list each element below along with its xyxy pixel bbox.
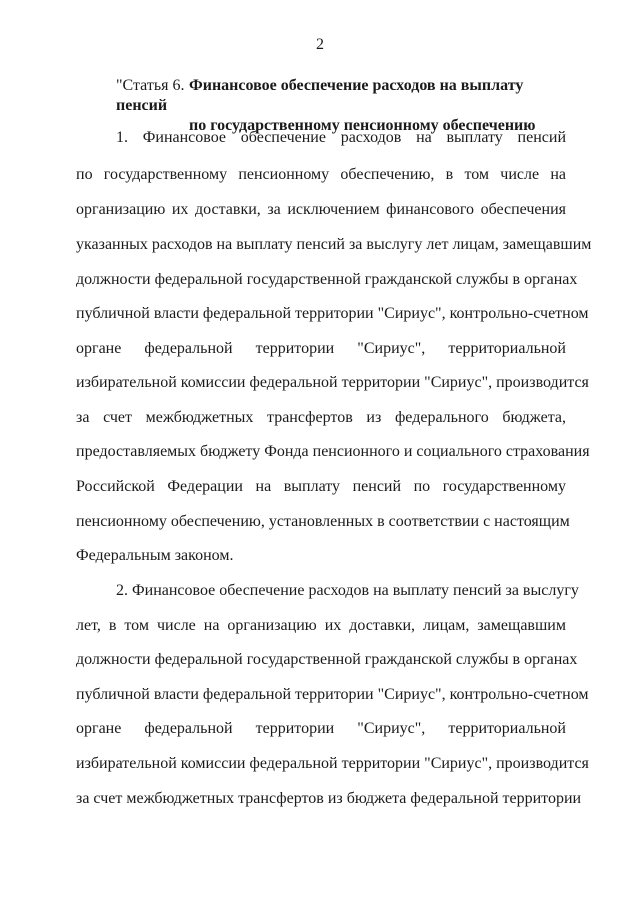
text-line: по государственному пенсионному обеспечению, в том числе на (76, 166, 566, 183)
text-line: организацию их доставки, за исключением финансового обеспечения (76, 201, 566, 218)
page-number: 2 (316, 36, 324, 53)
text-line: лет, в том числе на организацию их доставки, лицам, замещавшим (76, 617, 566, 634)
text-line: органе федеральной территории "Сириус", территориальной (76, 720, 566, 737)
text-line: 1. Финансовое обеспечение расходов на выплату пенсий (116, 129, 566, 146)
text-line: должности федеральной государственной гражданской службы в органах (76, 651, 578, 668)
article-title-line-2: по государственному пенсионному обеспечению (189, 117, 536, 134)
text-line: органе федеральной территории "Сириус", территориальной (76, 340, 566, 357)
text-line: за счет межбюджетных трансфертов из федерального бюджета, (76, 409, 566, 426)
text-line: предоставляемых бюджету Фонда пенсионного и социального страхования (76, 443, 590, 460)
text-line: 2. Финансовое обеспечение расходов на выплату пенсий за выслугу (116, 582, 579, 599)
text-line: избирательной комиссии федеральной территории "Сириус", производится (76, 755, 589, 772)
article-label: "Статья 6. (116, 77, 185, 94)
text-line: Федеральным законом. (76, 547, 234, 564)
text-line: Российской Федерации на выплату пенсий по государственному (76, 478, 566, 495)
article-heading (116, 76, 576, 136)
text-line: публичной власти федеральной территории "Сириус", контрольно-счетном (76, 686, 589, 703)
text-line: пенсионному обеспечению, установленных в соответствии с настоящим (76, 513, 570, 530)
text-line: должности федеральной государственной гражданской службы в органах (76, 271, 578, 288)
text-line: избирательной комиссии федеральной территории "Сириус", производится (76, 374, 589, 391)
text-line: за счет межбюджетных трансфертов из бюджета федеральной территории (76, 790, 582, 807)
text-line: публичной власти федеральной территории "Сириус", контрольно-счетном (76, 305, 589, 322)
text-line: указанных расходов на выплату пенсий за выслугу лет лицам, замещавшим (76, 236, 592, 253)
article-title-line-1: Финансовое обеспечение расходов на выплату пенсий (116, 77, 524, 114)
